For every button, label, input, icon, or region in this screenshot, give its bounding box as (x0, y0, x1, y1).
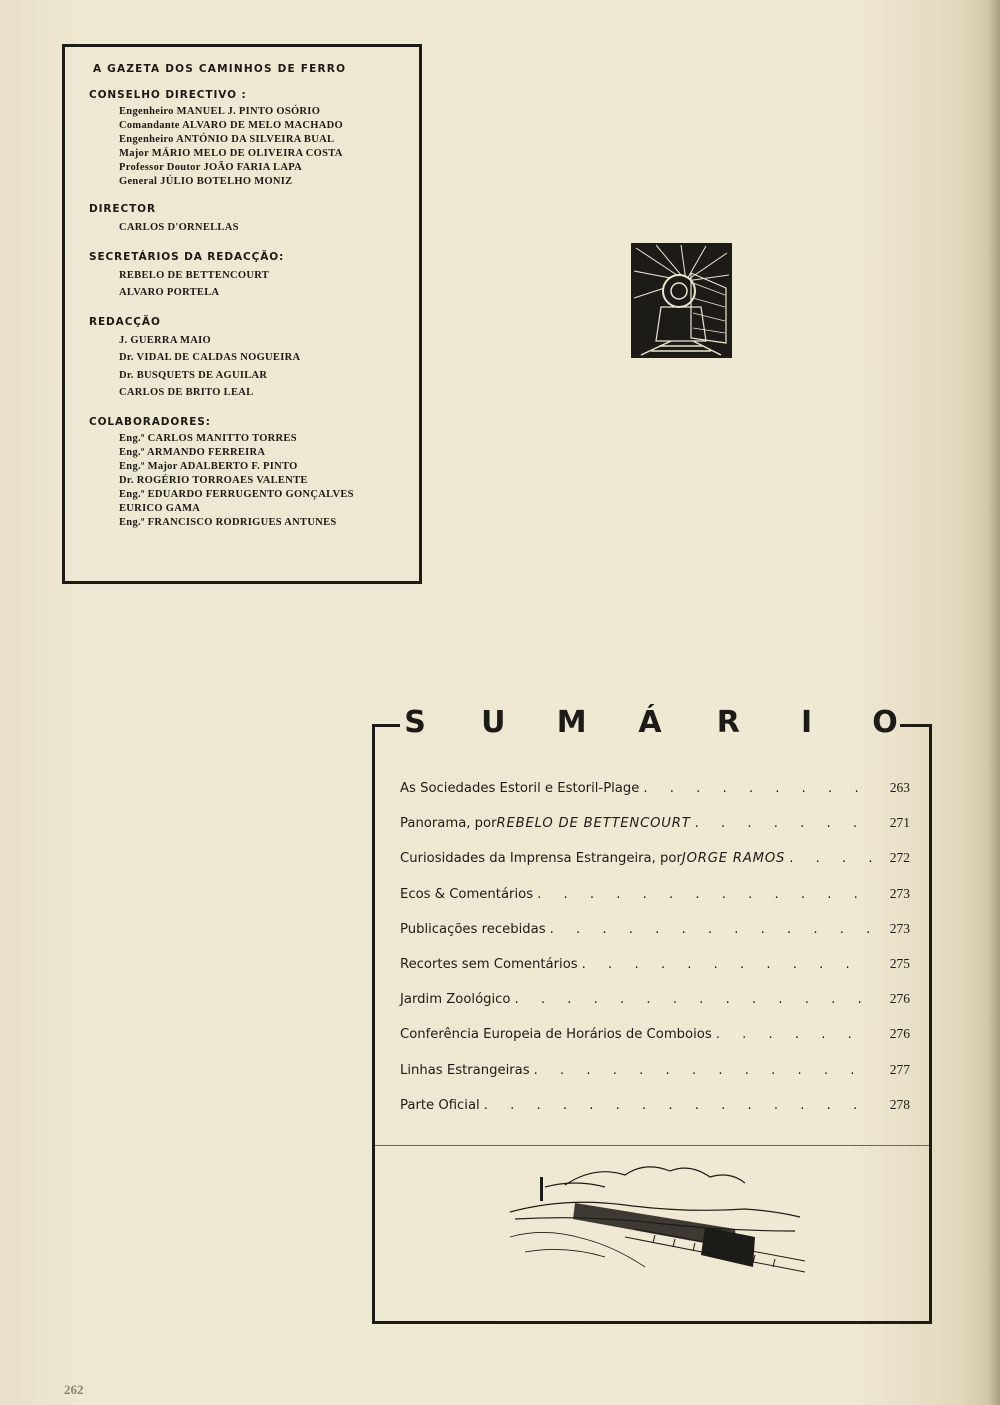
heading-letter: U (481, 705, 506, 740)
dot-leader (534, 1063, 872, 1078)
member-name: Eng.º Major ADALBERTO F. PINTO (119, 460, 298, 472)
masthead-box (62, 44, 422, 584)
toc-entry-author: JORGE RAMOS (681, 851, 786, 867)
toc-entry (400, 921, 910, 956)
toc-entry (400, 991, 910, 1026)
toc-entry-title: Ecos & Comentários (400, 886, 534, 902)
heading-letter: R (716, 705, 740, 740)
toc-list (400, 780, 910, 1132)
heading-letter: S (404, 705, 426, 740)
sumario-heading (400, 705, 900, 740)
dot-leader (716, 1027, 872, 1042)
train-landscape-vignette (505, 1157, 805, 1277)
book-spine-shadow (986, 0, 1000, 1405)
member-name: Eng.º FRANCISCO RODRIGUES ANTUNES (119, 516, 337, 528)
page-number: 262 (64, 1382, 84, 1397)
section-secretarios (89, 251, 397, 302)
dot-leader (537, 887, 872, 902)
member-list (89, 219, 397, 237)
section-conselho-directivo (89, 89, 397, 189)
toc-entry (400, 780, 910, 815)
member-name: Dr. VIDAL DE CALDAS NOGUEIRA (119, 352, 301, 363)
toc-entry-author: REBELO DE BETTENCOURT (496, 816, 691, 832)
toc-entry-title: Recortes sem Comentários (400, 956, 578, 972)
section-heading: SECRETÁRIOS DA REDACÇÃO: (89, 250, 285, 263)
member-list (89, 432, 397, 530)
toc-entry-title: Panorama, por (400, 816, 497, 832)
member-name: REBELO DE BETTENCOURT (119, 269, 270, 281)
member-name: ALVARO PORTELA (119, 287, 220, 298)
section-director (89, 203, 397, 237)
section-heading: CONSELHO DIRECTIVO : (89, 89, 247, 101)
toc-entry-title: As Sociedades Estoril e Estoril-Plage (400, 781, 640, 796)
dot-leader (550, 922, 872, 937)
dot-leader (789, 851, 872, 866)
box-top-rule-right (900, 724, 932, 727)
toc-entry-title: Conferência Europeia de Horários de Comboios (400, 1027, 712, 1043)
member-list (89, 267, 397, 302)
toc-entry-page: 276 (889, 1026, 910, 1042)
member-name: Eng.º EDUARDO FERRUGENTO GONÇALVES (119, 488, 354, 500)
toc-entry-page: 278 (889, 1096, 910, 1112)
member-name: Eng.º ARMANDO FERREIRA (119, 446, 266, 458)
toc-entry-title: Linhas Estrangeiras (400, 1062, 530, 1078)
toc-entry-page: 273 (889, 920, 910, 936)
toc-divider (375, 1145, 929, 1146)
dot-leader (582, 957, 872, 972)
dot-leader (515, 992, 873, 1007)
toc-entry (400, 956, 910, 991)
section-colaboradores (89, 416, 397, 530)
member-name: CARLOS D'ORNELLAS (119, 222, 239, 233)
table-of-contents-box (372, 705, 932, 1324)
toc-entry-page: 273 (889, 885, 910, 901)
member-name: CARLOS DE BRITO LEAL (119, 387, 254, 398)
member-list (89, 105, 397, 189)
toc-entry (400, 886, 910, 921)
member-name: EURICO GAMA (119, 502, 201, 514)
toc-entry (400, 850, 910, 885)
box-top-rule-left (372, 724, 400, 727)
member-name: Major MÁRIO MELO DE OLIVEIRA COSTA (119, 148, 343, 159)
member-name: Dr. ROGÉRIO TORROAES VALENTE (119, 474, 308, 486)
toc-entry-page: 271 (889, 815, 910, 831)
section-heading: COLABORADORES: (89, 415, 211, 428)
heading-letter: I (801, 705, 813, 740)
toc-entry (400, 1097, 910, 1132)
member-list (89, 332, 397, 402)
dot-leader (695, 816, 872, 831)
heading-letter: O (872, 705, 898, 740)
dot-leader (484, 1098, 872, 1113)
toc-entry (400, 815, 910, 850)
section-redaccao (89, 316, 397, 402)
toc-entry-page: 263 (889, 780, 910, 795)
toc-entry (400, 1026, 910, 1061)
member-name: General JÚLIO BOTELHO MONIZ (119, 176, 293, 187)
member-name: Engenheiro ANTÓNIO DA SILVEIRA BUAL (119, 134, 335, 145)
toc-entry-title: Curiosidades da Imprensa Estrangeira, por (400, 851, 682, 867)
toc-entry-title: Publicações recebidas (400, 921, 546, 937)
toc-entry-page: 276 (889, 991, 910, 1007)
heading-letter: M (556, 705, 587, 740)
toc-entry-page: 272 (889, 850, 910, 866)
dot-leader (643, 781, 872, 796)
toc-entry-page: 275 (889, 955, 910, 971)
member-name: Engenheiro MANUEL J. PINTO OSÓRIO (119, 106, 321, 117)
heading-letter: Á (638, 705, 662, 740)
toc-entry-page: 277 (889, 1061, 910, 1077)
member-name: Dr. BUSQUETS DE AGUILAR (119, 369, 268, 381)
member-name: Comandante ALVARO DE MELO MACHADO (119, 120, 344, 131)
toc-entry-title: Jardim Zoológico (400, 992, 511, 1008)
masthead-title: A GAZETA DOS CAMINHOS DE FERRO (93, 63, 347, 75)
train-woodcut-illustration (631, 243, 732, 358)
member-name: Eng.º CARLOS MANITTO TORRES (119, 432, 297, 444)
member-name: Professor Doutor JOÃO FARIA LAPA (119, 162, 303, 173)
section-heading: REDACÇÃO (89, 315, 161, 328)
toc-entry-title: Parte Oficial (400, 1097, 480, 1113)
member-name: J. GUERRA MAIO (119, 334, 211, 346)
section-heading: DIRECTOR (89, 203, 156, 215)
toc-entry (400, 1062, 910, 1097)
